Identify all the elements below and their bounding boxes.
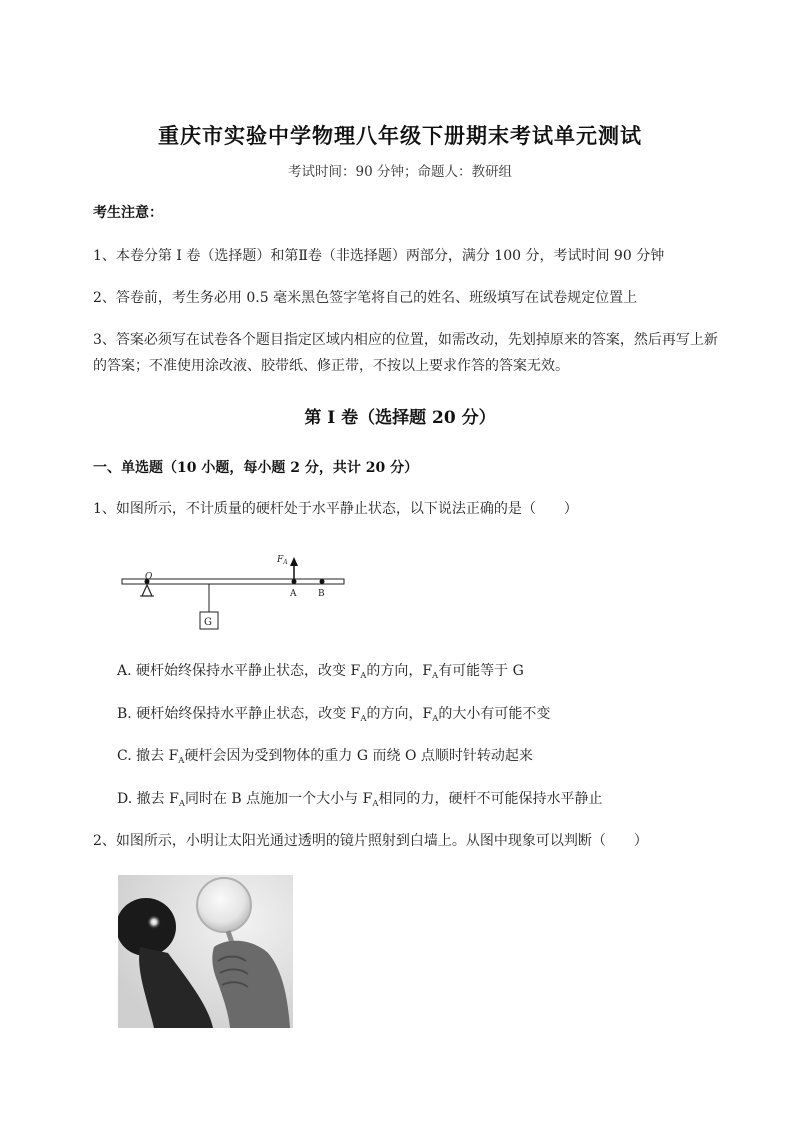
option-d: D. 撤去 $F_A$同时在 B 点施加一个大小与 $F_A$相同的力，硬杆不可能保持水平静止: [117, 791, 603, 809]
answer-paren: ）: [633, 833, 648, 849]
lens-photo-illustration: [118, 875, 293, 1028]
notice-heading: 考生注意：: [93, 205, 163, 221]
part-heading: 一、单选题（10 小题，每小题 2 分，共计 20 分）: [93, 460, 419, 476]
notice-item-1: 1、本卷分第 I 卷（选择题）和第Ⅱ卷（非选择题）两部分，满分 100 分，考试时间 90 分钟: [93, 248, 665, 264]
notice-item-2: 2、答卷前，考生务必用 0.5 毫米黑色签字笔将自己的姓名、班级填写在试卷规定位置上: [93, 290, 638, 306]
question-2-stem: [93, 830, 648, 850]
lens-shadow: [118, 898, 176, 956]
section-title: 第 I 卷（选择题 20 分）: [304, 408, 496, 428]
question-2-text: 2、如图所示，小明让太阳光通过透明的镜片照射到白墙上。从图中现象可以判断（: [93, 833, 606, 849]
option-c: C. 撤去 $F_A$硬杆会因为受到物体的重力 G 而绕 O 点顺时针转动起来: [117, 748, 533, 766]
question-1-text: 1、如图所示，不计质量的硬杆处于水平静止状态，以下说法正确的是（: [93, 501, 536, 517]
lens-photo: [118, 875, 293, 1028]
exam-info: 考试时间：90 分钟；命题人：教研组: [288, 164, 512, 180]
label-b: B: [318, 589, 325, 599]
point-b: [320, 579, 325, 584]
force-arrow-head: [290, 557, 298, 566]
option-a: A. 硬杆始终保持水平静止状态，改变 $F_A$的方向，$F_A$有可能等于 G: [117, 663, 524, 681]
pivot-support: [142, 585, 152, 596]
label-fa: $F_A$: [277, 555, 288, 566]
focus-spot: [147, 915, 161, 929]
lever-diagram: [118, 545, 353, 635]
notice-item-3: 3、答案必须写在试卷各个题目指定区域内相应的位置，如需改动，先划掉原来的答案，然后再写上新: [93, 332, 718, 348]
label-g: G: [204, 617, 212, 628]
notice-item-3-cont: 的答案；不准使用涂改液、胶带纸、修正带，不按以上要求作答的答案无效。: [93, 358, 569, 374]
lever-bar: [122, 579, 344, 584]
page-title: 重庆市实验中学物理八年级下册期末考试单元测试: [158, 123, 642, 148]
lens: [197, 878, 251, 932]
label-o: O: [145, 572, 153, 582]
answer-paren: ）: [563, 501, 578, 517]
point-a: [292, 579, 297, 584]
label-a: A: [290, 589, 297, 599]
option-b: B. 硬杆始终保持水平静止状态，改变 $F_A$的方向，$F_A$的大小有可能不变: [117, 706, 551, 724]
question-1-stem: [93, 498, 578, 518]
